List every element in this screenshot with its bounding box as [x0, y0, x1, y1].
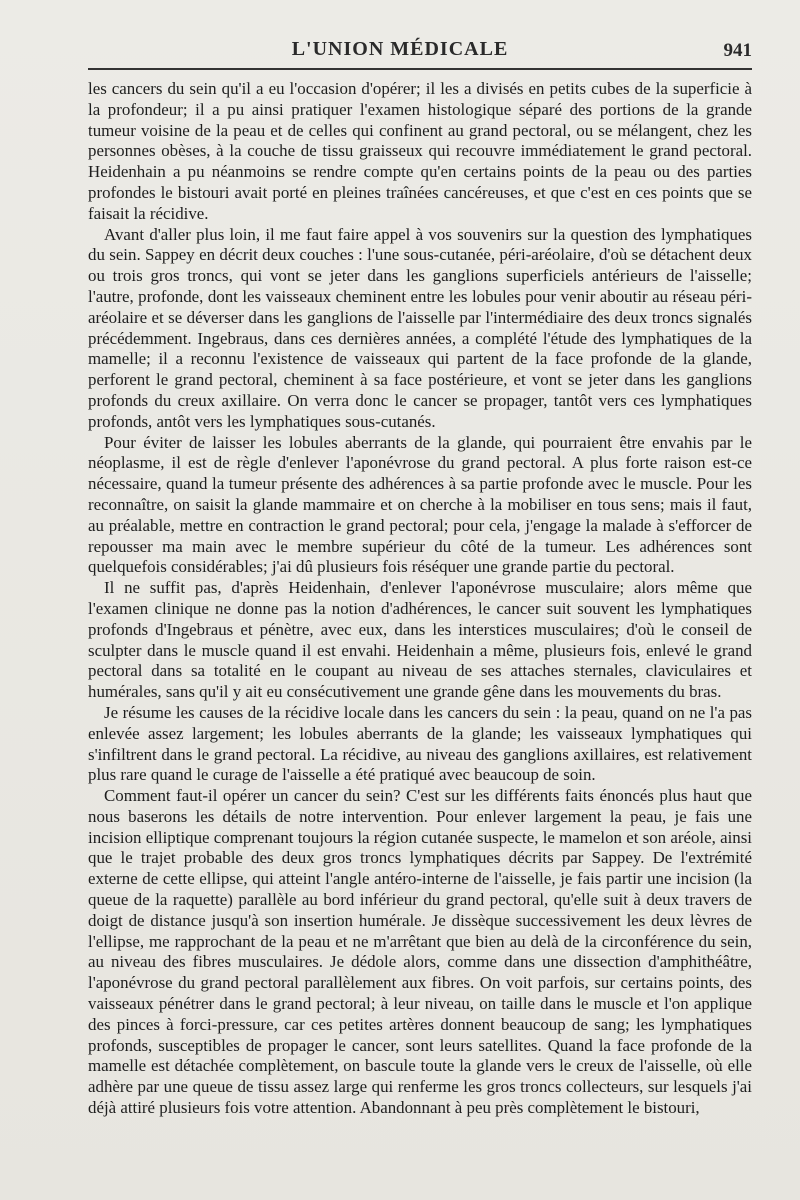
paragraph-technique: Comment faut-il opérer un cancer du sein? C'est sur les différents faits énoncés plus haut que nous baserons les détails de notre intervention. Pour enlever largement la peau, je fais une incision elliptique comprenant toujours la région cutanée suspecte, le mamelon et son aréole, ainsi que le trajet probable des deux gros troncs lymphatiques décrits par Sappey. De l'extrémité externe de cette ellipse, qui atteint l'angle antéro-interne de l'aisselle, je fais partir une incision (la queue de la raquette) parallèle au bord inférieur du grand pectoral, qu'elle suit à deux travers de doigt de distance jusqu'à son insertion humérale. Je dissèque successivement les deux lèvres de l'ellipse, me rapprochant de la peau et ne m'arrêtant que bien au delà de la circonférence du sein, au niveau des fibres musculaires. Je dédole alors, comme dans une dissection d'amphithéâtre, l'aponévrose du grand pectoral parallèlement aux fibres. On voit parfois, sur certains points, des vaisseaux pénétrer dans le grand pectoral; à leur niveau, on taille dans le muscle et l'on applique des pinces à forci-pressure, car ces petites artères donnent beaucoup de sang; les lymphatiques profonds, susceptibles de propager le cancer, sont leurs satellites. Quand la face profonde de la mamelle est détachée complètement, on bascule toute la glande vers le creux de l'aisselle, où elle adhère par une queue de tissu assez large qui renferme les gros troncs collecteurs, sur lesquels j'ai déjà attiré plusieurs fois votre attention. Abandonnant à peu près complètement le bistouri, — [88, 786, 752, 1118]
running-title: L'UNION MÉDICALE — [291, 38, 509, 60]
body-text — [88, 79, 752, 1119]
paragraph-heidenhain: Il ne suffit pas, d'après Heidenhain, d'enlever l'aponévrose musculaire; alors même que l'examen clinique ne donne pas la notion d'adhérences, le cancer suit souvent les lymphatiques profonds d'Ingebraus et pénètre, avec eux, dans les interstices musculaires; d'où le conseil de sculpter dans le muscle quand il est envahi. Heidenhain a même, plusieurs fois, enlevé le grand pectoral dans sa totalité en le coupant au niveau de ses attaches sternales, claviculaires et humérales, sans qu'il y ait eu consécutivement une grande gêne dans les mouvements du bras. — [88, 578, 752, 702]
paragraph-continued: les cancers du sein qu'il a eu l'occasion d'opérer; il les a divisés en petits cubes de la superficie à la profondeur; il a pu ainsi pratiquer l'examen histologique séparé des portions de la grande tumeur voisine de la peau et de celles qui confinent au grand pectoral, ou se mélangent, chez les personnes obèses, à la couche de tissu graisseux qui recouvre immédiatement le grand pectoral. Heidenhain a pu néanmoins se rendre compte qu'en certains points de la peau ou des parties profondes le bistouri avait porté en pleines traînées cancéreuses, et que c'est en ces points que se faisait la récidive. — [88, 79, 752, 223]
paragraph-summary: Je résume les causes de la récidive locale dans les cancers du sein : la peau, quand on ne l'a pas enlevée assez largement; les lobules aberrants de la glande; les vaisseaux lymphatiques qui s'infiltrent dans le grand pectoral. La récidive, au niveau des ganglions axillaires, est relativement plus rare quand le curage de l'aisselle a été pratiqué avec beaucoup de soin. — [88, 702, 752, 785]
header-rule — [88, 68, 752, 70]
paragraph-aberrant-lobules: Pour éviter de laisser les lobules aberrants de la glande, qui pourraient être envahis par le néoplasme, il est de règle d'enlever l'aponévrose du grand pectoral. A plus forte raison est-ce nécessaire, quand la tumeur présente des adhérences à sa partie profonde avec le muscle. Pour les reconnaître, on saisit la glande mammaire et on cherche à la mobiliser en tous sens; mais il faut, au préalable, mettre en contraction le grand pectoral; pour cela, j'engage la malade à s'efforcer de repousser ma main avec le membre supérieur du côté de la tumeur. Les adhérences sont quelquefois considérables; j'ai dû plusieurs fois réséquer une grande partie du pectoral. — [88, 432, 752, 577]
page-number: 941 — [723, 40, 752, 61]
paragraph-lymphatics: Avant d'aller plus loin, il me faut faire appel à vos souvenirs sur la question des lymphatiques du sein. Sappey en décrit deux couches : l'une sous-cutanée, péri-aréolaire, d'où se détachent deux ou trois gros troncs, qui vont se jeter dans les ganglions superficiels antérieurs de l'aisselle; l'autre, profonde, dont les vaisseaux cheminent entre les lobules pour venir aboutir au réseau péri-aréolaire et se déverser dans les ganglions de l'aisselle par l'intermédiaire des deux troncs signalés précédemment. Ingebraus, dans ces dernières années, a complété l'étude des lymphatiques de la mamelle; il a reconnu l'existence de vaisseaux qui partent de la face profonde de la glande, perforent le grand pectoral, cheminent à sa face postérieure, et vont se jeter dans les ganglions profonds du creux axillaire. On verra donc le cancer se propager, tantôt vers ces lymphatiques profonds, antôt vers les lymphatiques sous-cutanés. — [88, 224, 752, 431]
page-header — [0, 38, 800, 68]
